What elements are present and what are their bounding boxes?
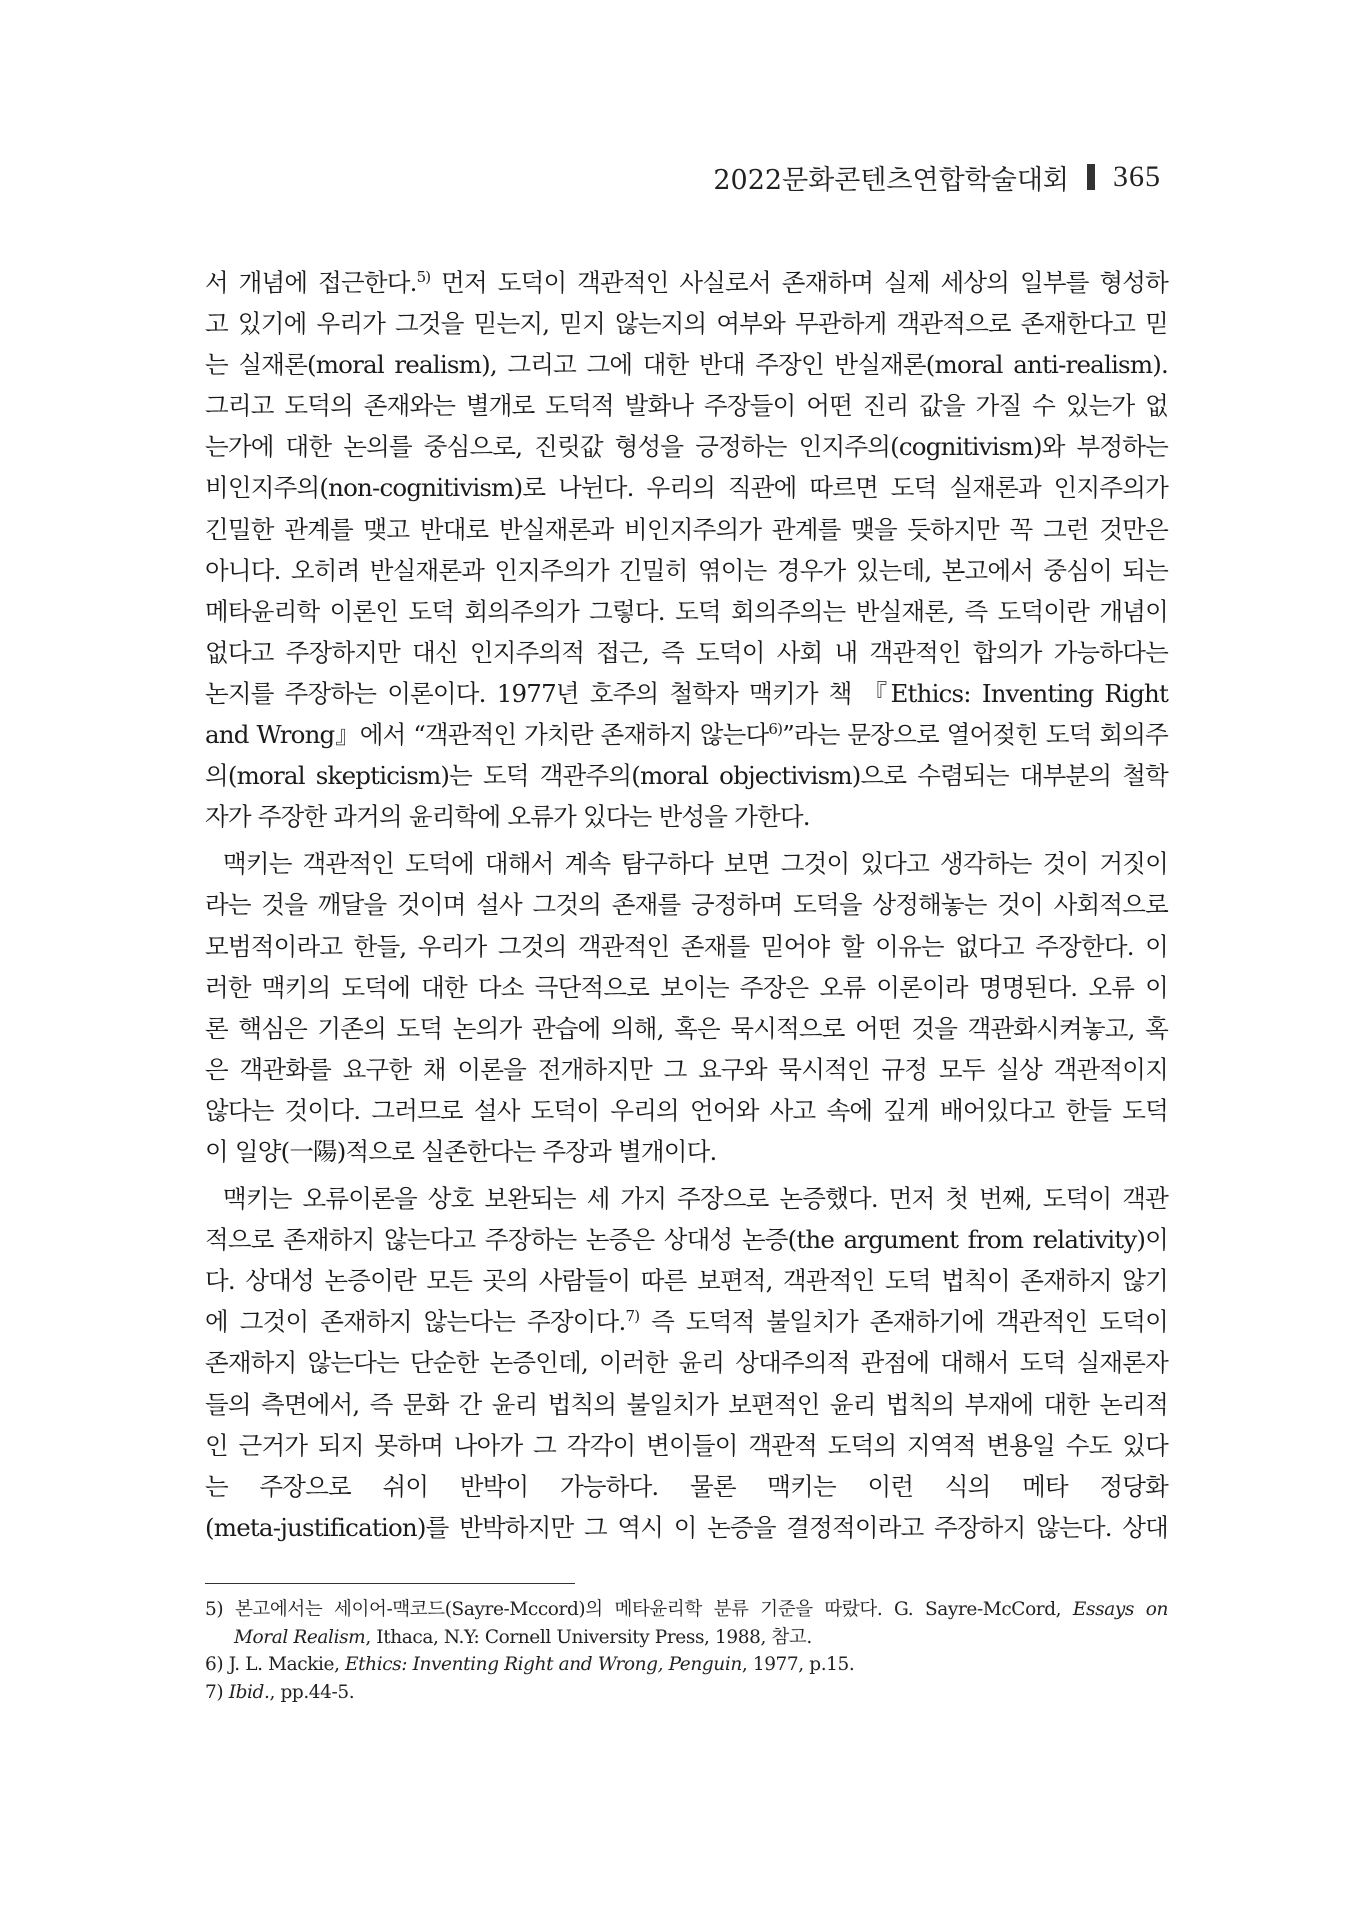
page-number: 365: [1113, 160, 1161, 193]
text-line: 는가에 대한 논의를 중심으로, 진릿값 형성을 긍정하는 인지주의(cognitivism)와 부정하는: [205, 432, 1168, 462]
footnote-ref[interactable]: 5): [416, 268, 431, 286]
text-line: 않다는 것이다. 그러므로 설사 도덕이 우리의 언어와 사고 속에 깊게 배어있다고 한들 도덕: [205, 1095, 1168, 1125]
footnote-separator: [205, 1583, 575, 1584]
footnotes: [205, 1596, 1168, 1706]
text-line: 은 객관화를 요구한 채 이론을 전개하지만 그 요구와 묵시적인 규정 모두 실상 객관적이지: [205, 1054, 1168, 1084]
footnote-7: [205, 1679, 1168, 1707]
text-line: 들의 측면에서, 즉 문화 간 윤리 법칙의 불일치가 보편적인 윤리 법칙의 부재에 대한 논리적: [205, 1389, 1168, 1419]
header-divider-mark: [1087, 164, 1095, 190]
text-line: 논지를 주장하는 이론이다. 1977년 호주의 철학자 맥키가 책 『Ethics: Inventing Right: [205, 678, 1168, 708]
text-line: (meta-justification)를 반박하지만 그 역시 이 논증을 결정적이라고 주장하지 않는다. 상대: [205, 1512, 1168, 1542]
footnote-line: 6) J. L. Mackie, Ethics: Inventing Right and Wrong, Penguin, 1977, p.15.: [205, 1654, 855, 1675]
paragraph: [205, 262, 1168, 837]
text-line: 그리고 도덕의 존재와는 별개로 도덕적 발화나 주장들이 어떤 진리 값을 가질 수 있는가 없: [205, 391, 1168, 421]
text-line: 존재하지 않는다는 단순한 논증인데, 이러한 윤리 상대주의적 관점에 대해서 도덕 실재론자: [205, 1348, 1168, 1378]
text-line: 적으로 존재하지 않는다고 주장하는 논증은 상대성 논증(the argument from relativity)이: [205, 1225, 1168, 1255]
text-line: 자가 주장한 과거의 윤리학에 오류가 있다는 반성을 가한다.: [205, 802, 810, 832]
text-line: 라는 것을 깨달을 것이며 설사 그것의 존재를 긍정하며 도덕을 상정해놓는 것이 사회적으로: [205, 890, 1168, 920]
footnote-number: 5): [205, 1599, 224, 1620]
footnote-ref[interactable]: 7): [625, 1307, 640, 1326]
footnote-number: 7): [205, 1681, 224, 1703]
text-line: 에 그것이 존재하지 않는다는 주장이다.$^{7)}$ 즉 도덕적 불일치가 존재하기에 객관적인 도덕이: [205, 1307, 1169, 1337]
conference-title: 2022문화콘텐츠연합학술대회: [713, 164, 1069, 196]
text-line: 모범적이라고 한들, 우리가 그것의 객관적인 존재를 믿어야 할 이유는 없다고 주장한다. 이: [205, 931, 1168, 961]
footnote-ref[interactable]: 6): [768, 720, 783, 739]
footnote-number: 6): [205, 1654, 224, 1675]
text-line: 메타윤리학 이론인 도덕 회의주의가 그렇다. 도덕 회의주의는 반실재론, 즉 도덕이란 개념이: [205, 596, 1168, 626]
text-line: 없다고 주장하지만 대신 인지주의적 접근, 즉 도덕이 사회 내 객관적인 합의가 가능하다는: [205, 637, 1168, 667]
text-line: 이 일양(一陽)적으로 실존한다는 주장과 별개이다.: [205, 1136, 717, 1166]
footnote-line: Moral Realism, Ithaca, N.Y: Cornell University Press, 1988, 참고.: [234, 1626, 812, 1648]
text-line: 는 실재론(moral realism), 그리고 그에 대한 반대 주장인 반실재론(moral anti-realism).: [205, 350, 1168, 380]
text-line: 고 있기에 우리가 그것을 믿는지, 믿지 않는지의 여부와 무관하게 객관적으로 존재한다고 믿: [205, 309, 1168, 339]
text-line: 인 근거가 되지 못하며 나아가 그 각각이 변이들이 객관적 도덕의 지역적 변용일 수도 있다: [205, 1430, 1168, 1460]
running-header: [713, 157, 1161, 197]
footnote-6: [205, 1651, 1168, 1679]
text-line: 맥키는 객관적인 도덕에 대해서 계속 탐구하다 보면 그것이 있다고 생각하는 것이 거짓이: [223, 849, 1168, 879]
body-text: [205, 262, 1168, 1548]
text-line: 아니다. 오히려 반실재론과 인지주의가 긴밀히 엮이는 경우가 있는데, 본고에서 중심이 되는: [205, 555, 1168, 585]
paragraph: [205, 1178, 1168, 1548]
text-line: 론 핵심은 기존의 도덕 논의가 관습에 의해, 혹은 묵시적으로 어떤 것을 객관화시켜놓고, 혹: [205, 1013, 1168, 1043]
text-line: 서 개념에 접근한다.$^{5)}$ 먼저 도덕이 객관적인 사실로서 존재하며 실제 세상의 일부를 형성하: [205, 268, 1168, 297]
footnote-line: 7) Ibid., pp.44-5.: [205, 1681, 355, 1703]
paragraph: [205, 843, 1168, 1172]
text-line: 다. 상대성 논증이란 모든 곳의 사람들이 따른 보편적, 객관적인 도덕 법칙이 존재하지 않기: [205, 1266, 1168, 1296]
text-line: 비인지주의(non-cognitivism)로 나뉜다. 우리의 직관에 따르면 도덕 실재론과 인지주의가: [205, 473, 1168, 503]
text-line: 긴밀한 관계를 맺고 반대로 반실재론과 비인지주의가 관계를 맺을 듯하지만 꼭 그런 것만은: [205, 514, 1168, 544]
text-line: 맥키는 오류이론을 상호 보완되는 세 가지 주장으로 논증했다. 먼저 첫 번째, 도덕이 객관: [223, 1184, 1168, 1214]
text-line: 의(moral skepticism)는 도덕 객관주의(moral objectivism)으로 수렴되는 대부분의 철학: [205, 761, 1168, 791]
footnote-line: 5) 본고에서는 세이어-맥코드(Sayre-Mccord)의 메타윤리학 분류 기준을 따랐다. G. Sayre-McCord, Essays on: [205, 1599, 1168, 1620]
text-line: and Wrong』에서 “객관적인 가치란 존재하지 않는다$^{6)}$”라는 문장으로 열어젖힌 도덕 회의주: [205, 720, 1168, 750]
footnote-5: [205, 1596, 1168, 1651]
text-line: 러한 맥키의 도덕에 대한 다소 극단적으로 보이는 주장은 오류 이론이라 명명된다. 오류 이: [205, 972, 1168, 1002]
text-line: 는 주장으로 쉬이 반박이 가능하다. 물론 맥키는 이런 식의 메타 정당화: [205, 1471, 1168, 1501]
